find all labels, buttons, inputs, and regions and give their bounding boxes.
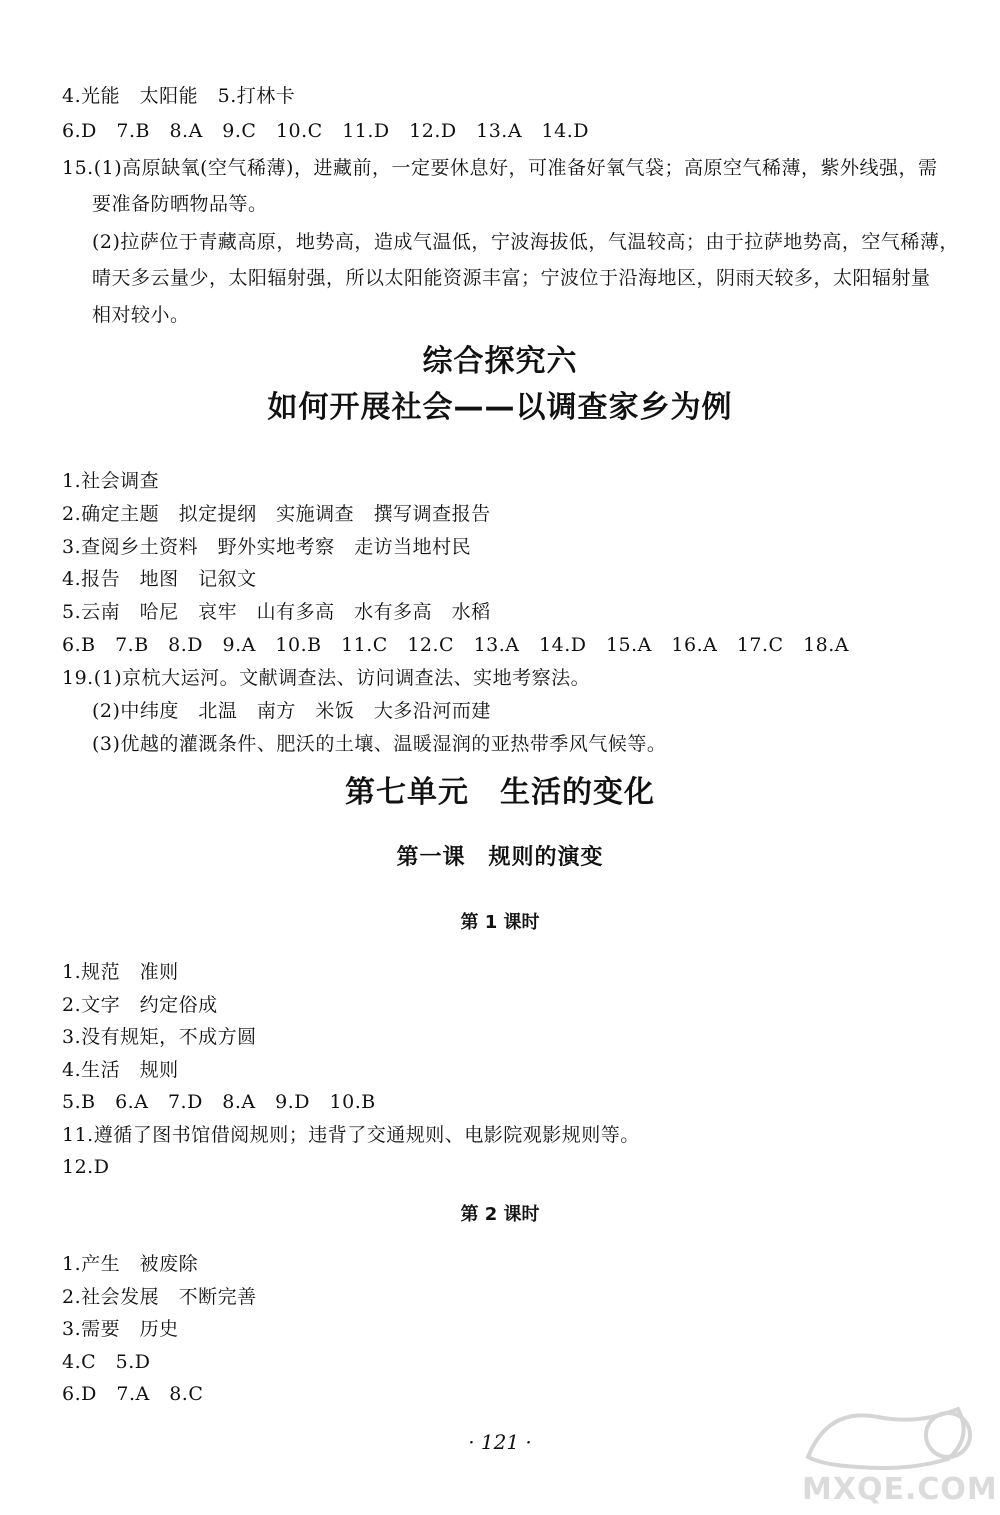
answer-line: 3.查阅乡土资料 野外实地考察 走访当地村民 [62, 536, 472, 558]
page-number: · 121 · [468, 1430, 532, 1454]
unit-title: 第七单元 生活的变化 [345, 775, 655, 810]
answer-line: 要准备防晒物品等。 [92, 193, 268, 215]
answer-line: 11.遵循了图书馆借阅规则；违背了交通规则、电影院观影规则等。 [62, 1124, 640, 1146]
answer-line: 4.报告 地图 记叙文 [62, 568, 257, 590]
period-title: 第 1 课时 [460, 912, 540, 933]
answer-line: 12.D [62, 1156, 110, 1178]
watermark-logo [798, 1397, 998, 1507]
answer-line: 4.光能 太阳能 5.打林卡 [62, 85, 296, 107]
period-title: 第 2 课时 [460, 1204, 540, 1225]
lesson-title: 第一课 规则的演变 [396, 845, 604, 870]
answer-line: 4.生活 规则 [62, 1059, 179, 1081]
answer-line: 6.D 7.A 8.C [62, 1383, 204, 1405]
answer-line: 6.B 7.B 8.D 9.A 10.B 11.C 12.C 13.A 14.D 15.A 16.A 17.C 18.A [62, 634, 850, 656]
answer-line: 2.社会发展 不断完善 [62, 1286, 257, 1308]
answer-line: (3)优越的灌溉条件、肥沃的土壤、温暖湿润的亚热带季风气候等。 [92, 733, 667, 755]
answer-line: 1.规范 准则 [62, 961, 179, 983]
answer-line: 1.社会调查 [62, 470, 160, 492]
answer-line: 4.C 5.D [62, 1351, 151, 1373]
answer-line: 15.(1)高原缺氧(空气稀薄)，进藏前，一定要休息好，可准备好氧气袋；高原空气稀薄，紫外线强，需 [62, 157, 938, 179]
answer-line: 3.需要 历史 [62, 1318, 179, 1340]
answer-line: 2.确定主题 拟定提纲 实施调查 撰写调查报告 [62, 503, 491, 525]
answer-line: (2)拉萨位于青藏高原，地势高，造成气温低，宁波海拔低，气温较高；由于拉萨地势高，空气稀薄， [92, 231, 959, 253]
answer-line: 2.文字 约定俗成 [62, 994, 218, 1016]
answer-line: 1.产生 被废除 [62, 1253, 199, 1275]
section-title: 综合探究六 [422, 344, 578, 379]
answer-line: 5.B 6.A 7.D 8.A 9.D 10.B [62, 1091, 376, 1113]
answer-line: (2)中纬度 北温 南方 米饭 大多沿河而建 [92, 700, 491, 722]
answer-line: 相对较小。 [92, 304, 190, 326]
answer-line: 6.D 7.B 8.A 9.C 10.C 11.D 12.D 13.A 14.D [62, 120, 590, 142]
section-subtitle: 如何开展社会——以调查家乡为例 [267, 390, 733, 425]
answer-line: 3.没有规矩，不成方圆 [62, 1026, 257, 1048]
watermark-text: MXQE.COM [802, 1472, 998, 1507]
answer-line: 19.(1)京杭大运河。文献调查法、访问调查法、实地考察法。 [62, 667, 591, 689]
watermark-badge-icon [798, 1397, 988, 1477]
answer-line: 5.云南 哈尼 哀牢 山有多高 水有多高 水稻 [62, 601, 491, 623]
answer-line: 晴天多云量少，太阳辐射强，所以太阳能资源丰富；宁波位于沿海地区，阴雨天较多，太阳辐射量 [92, 267, 931, 289]
